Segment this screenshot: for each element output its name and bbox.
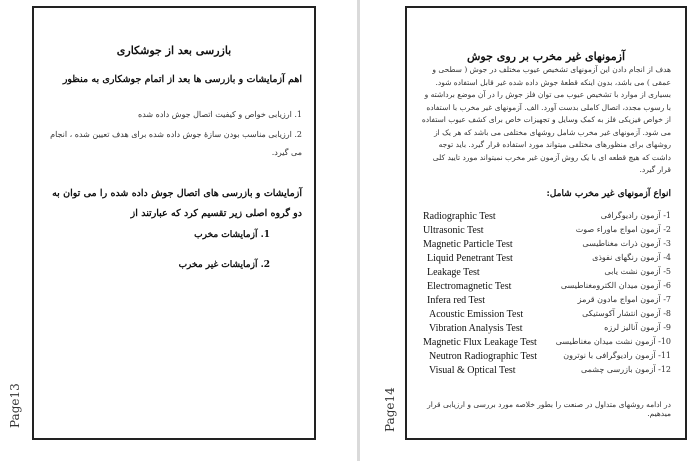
test-row (423, 351, 671, 365)
page-number-13: Page13 (8, 383, 22, 428)
test-name-en: Vibration Analysis Test (429, 323, 523, 334)
test-name-fa: 5- آزمون نشت یابی (604, 267, 671, 276)
test-list (423, 211, 671, 379)
test-row (423, 281, 671, 295)
test-name-en: Neutron Radiographic Test (429, 351, 537, 362)
test-name-fa: 10- آزمون نشت میدان مغناطیسی (555, 337, 671, 346)
test-name-en: Radiographic Test (423, 211, 496, 222)
page-13 (32, 6, 316, 440)
test-name-fa: 8- آزمون انتشار آکوستیکی (582, 309, 671, 318)
test-name-fa: 4- آزمون رنگهای نفوذی (592, 253, 671, 262)
test-name-en: Liquid Penetrant Test (427, 253, 513, 264)
test-row (423, 267, 671, 281)
test-name-fa: 9- آزمون آنالیز لرزه (604, 323, 671, 332)
test-row (423, 295, 671, 309)
test-name-en: Magnetic Flux Leakage Test (423, 337, 537, 348)
test-name-en: Visual & Optical Test (429, 365, 516, 376)
page-separator (357, 0, 360, 461)
test-name-fa: 7- آزمون امواج مادون قرمز (577, 295, 671, 304)
test-row (423, 309, 671, 323)
purpose-list (46, 104, 302, 162)
test-row (423, 225, 671, 239)
test-name-en: Acoustic Emission Test (429, 309, 524, 320)
test-row (423, 337, 671, 351)
test-name-en: Infera red Test (427, 295, 485, 306)
intro-heading: اهم آزمایشات و بازرسی ها بعد از اتمام جوشکاری به منظور (62, 74, 302, 85)
closing-sentence: در ادامه روشهای متداول در صنعت را بطور خلاصه مورد بررسی و ارزیابی قرار میدهیم. (427, 400, 671, 418)
page-title: آزمونهای غیر مخرب بر روی جوش (466, 50, 626, 63)
page-number-14: Page14 (383, 387, 397, 432)
page-14 (405, 6, 687, 440)
test-name-en: Electromagnetic Test (427, 281, 512, 292)
test-row (423, 365, 671, 379)
test-row (423, 253, 671, 267)
destructive-tests-item: 1. آزمایشات مخرب (194, 230, 270, 240)
groups-paragraph: آزمایشات و بازرسی های اتصال جوش داده شده را می توان به دو گروه اصلی زیر تقسیم کرد که عبارتند از (52, 188, 302, 219)
test-row (423, 211, 671, 225)
non-destructive-tests-item: 2. آزمایشات غیر مخرب (178, 260, 270, 270)
test-name-fa: 1- آزمون رادیوگرافی (600, 211, 671, 220)
list-item: 2. ارزیابی مناسب بودن سازهٔ جوش داده شده برای هدف تعیین شده ، انجام می گیرد. (50, 130, 302, 157)
test-name-en: Ultrasonic Test (423, 225, 484, 236)
test-name-en: Leakage Test (427, 267, 480, 278)
test-name-fa: 2- آزمون امواج ماوراء صوت (575, 225, 671, 234)
page-title: بازرسی بعد از جوشکاری (116, 44, 232, 57)
list-item: 1. ارزیابی خواص و کیفیت اتصال جوش داده شده (138, 110, 302, 119)
test-name-fa: 12- آزمون بازرسی چشمی (580, 365, 671, 374)
test-name-fa: 11- آزمون رادیوگرافی با نوترون (563, 351, 671, 360)
test-row (423, 323, 671, 337)
test-name-fa: 6- آزمون میدان الکترومغناطیسی (560, 281, 671, 290)
intro-paragraph: هدف از انجام دادن این آزمونهای تشخیص عیوب مختلف در جوش ( سطحی و عمقی ) می باشد، بدون اینکه قطعهٔ جوش داده شده غیر قابل استفاده شود. بسیاری از موارد با تشخیص عیوب می توان فلز جوش را در آن موضع برداشته و با رسوب مجدد، اتصال کاملی بدست آورد. الف. آزمونهای غیر مخرب با استفاده از خواص فیزیکی فلز به کمک وسایل و تجهیزات خاص برای کشف عیوب استفاده می شود. آزمونهای غیر مخرب شامل روشهای مختلفی می باشد که هر یک از روشهای برای منظورهای مختلفی میتواند مورد استفاده قرار گیرد. باید توجه داشت که هیچ قطعه ای با یک روش آزمون غیر مخرب نمیتواند مورد تایید کلی قرار گیرد. (421, 65, 671, 174)
test-row (423, 239, 671, 253)
types-heading: انواع آزمونهای غیر مخرب شامل: (546, 189, 671, 199)
test-name-en: Magnetic Particle Test (423, 239, 513, 250)
test-name-fa: 3- آزمون ذرات مغناطیسی (582, 239, 671, 248)
